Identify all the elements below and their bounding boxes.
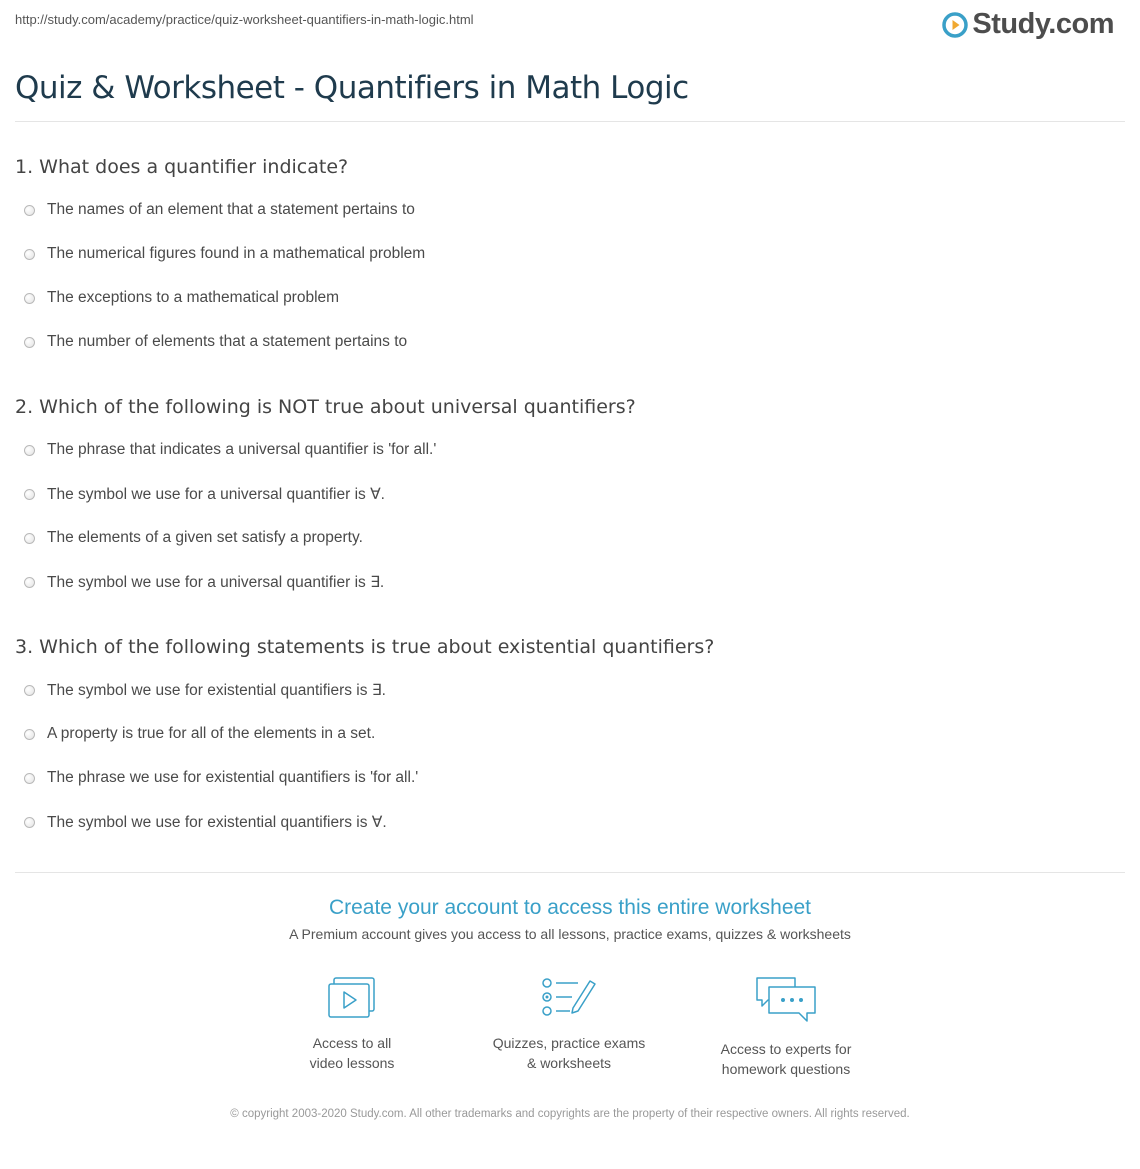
radio-button[interactable] bbox=[24, 577, 35, 588]
answer-label: A property is true for all of the elements in a set. bbox=[47, 725, 376, 742]
radio-button[interactable] bbox=[24, 205, 35, 216]
question-2 bbox=[15, 396, 1125, 604]
answer-option[interactable] bbox=[15, 560, 1125, 604]
answer-label: The phrase we use for existential quantifiers is 'for all.' bbox=[47, 769, 419, 786]
question-1 bbox=[15, 156, 1125, 364]
radio-button[interactable] bbox=[24, 533, 35, 544]
premium-description: A Premium account gives you access to all lessons, practice exams, quizzes & worksheets bbox=[289, 926, 851, 942]
radio-button[interactable] bbox=[24, 445, 35, 456]
feature-quizzes bbox=[469, 975, 669, 1073]
page-url: http://study.com/academy/practice/quiz-worksheet-quantifiers-in-math-logic.html bbox=[15, 12, 474, 27]
copyright-notice: © copyright 2003-2020 Study.com. All other trademarks and copyrights are the property of their respective owners. All rights reserved. bbox=[230, 1108, 910, 1120]
question-text: 3. Which of the following statements is true about existential quantifiers? bbox=[15, 636, 715, 658]
page-title: Quiz & Worksheet - Quantifiers in Math Logic bbox=[15, 70, 689, 106]
answer-option[interactable] bbox=[15, 276, 1125, 320]
radio-button[interactable] bbox=[24, 249, 35, 260]
answer-option[interactable] bbox=[15, 428, 1125, 472]
answer-option[interactable] bbox=[15, 800, 1125, 844]
radio-button[interactable] bbox=[24, 729, 35, 740]
answer-label: The symbol we use for existential quantifiers is ∀. bbox=[47, 813, 387, 831]
feature-label: Access to experts for homework questions bbox=[720, 1041, 852, 1077]
answer-label: The numerical figures found in a mathematical problem bbox=[47, 245, 426, 262]
radio-button[interactable] bbox=[24, 773, 35, 784]
feature-label: Access to all video lessons bbox=[309, 1035, 395, 1071]
radio-button[interactable] bbox=[24, 685, 35, 696]
answer-option[interactable] bbox=[15, 232, 1125, 276]
logo-text: Study.com bbox=[972, 8, 1114, 40]
answer-option[interactable] bbox=[15, 756, 1125, 800]
answer-label: The symbol we use for a universal quantifier is ∀. bbox=[47, 485, 385, 503]
answer-option[interactable] bbox=[15, 472, 1125, 516]
answer-label: The phrase that indicates a universal quantifier is 'for all.' bbox=[47, 441, 437, 458]
answer-option[interactable] bbox=[15, 188, 1125, 232]
question-text: 1. What does a quantifier indicate? bbox=[15, 156, 349, 178]
answer-option[interactable] bbox=[15, 516, 1125, 560]
answer-label: The symbol we use for existential quantifiers is ∃. bbox=[47, 681, 386, 699]
radio-button[interactable] bbox=[24, 817, 35, 828]
answer-label: The names of an element that a statement pertains to bbox=[47, 201, 415, 218]
answer-option[interactable] bbox=[15, 712, 1125, 756]
question-3 bbox=[15, 636, 1125, 844]
radio-button[interactable] bbox=[24, 293, 35, 304]
video-lessons-icon bbox=[326, 975, 378, 1021]
create-account-link[interactable]: Create your account to access this entire worksheet bbox=[328, 896, 812, 919]
radio-button[interactable] bbox=[24, 337, 35, 348]
question-text: 2. Which of the following is NOT true about universal quantifiers? bbox=[15, 396, 636, 418]
study-com-logo[interactable] bbox=[942, 8, 1114, 41]
answer-label: The symbol we use for a universal quantifier is ∃. bbox=[47, 573, 385, 591]
feature-experts bbox=[686, 975, 886, 1079]
answer-option[interactable] bbox=[15, 668, 1125, 712]
feature-video-lessons bbox=[252, 975, 452, 1073]
answer-label: The exceptions to a mathematical problem bbox=[47, 289, 340, 306]
feature-label: Quizzes, practice exams & worksheets bbox=[492, 1035, 646, 1071]
answer-label: The number of elements that a statement pertains to bbox=[47, 333, 408, 350]
title-divider bbox=[15, 121, 1125, 122]
chat-bubbles-icon bbox=[754, 975, 818, 1027]
quiz-checklist-icon bbox=[540, 975, 598, 1021]
play-circle-icon bbox=[942, 12, 968, 38]
radio-button[interactable] bbox=[24, 489, 35, 500]
cta-divider bbox=[15, 872, 1125, 873]
answer-option[interactable] bbox=[15, 320, 1125, 364]
answer-label: The elements of a given set satisfy a property. bbox=[47, 529, 363, 546]
